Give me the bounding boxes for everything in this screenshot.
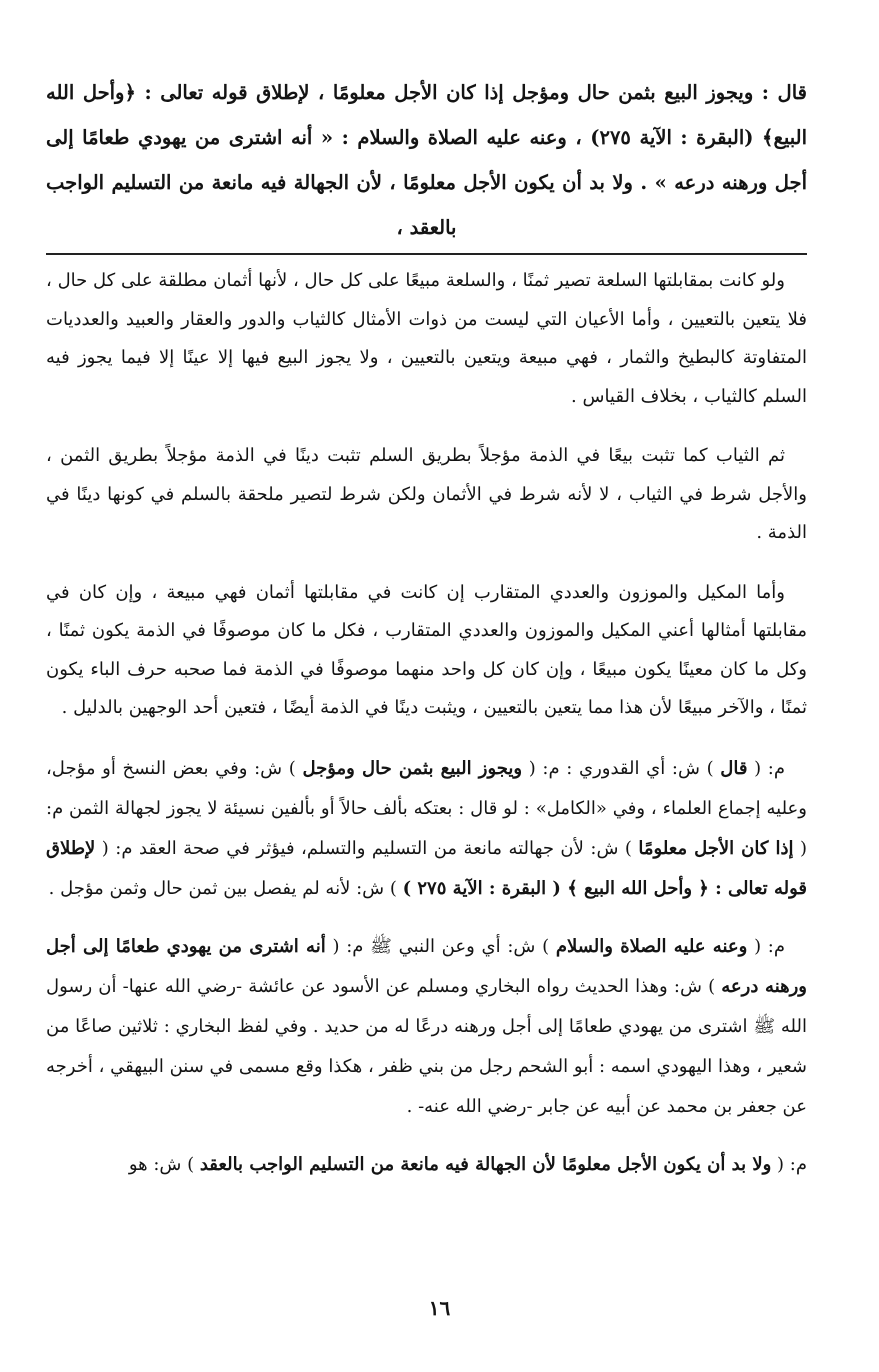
segment: ) ش: لأن جهالته مانعة من التسليم والتسلم، فيؤثر في صحة العقد م: ( (101, 837, 632, 859)
matn-quote: وعنه عليه الصلاة والسلام (555, 935, 748, 957)
segment: م: ( (777, 1153, 807, 1175)
commentary-paragraph-4 (46, 749, 807, 909)
matn-quote: إذا كان الأجل معلومًا (638, 837, 794, 859)
matn-quote: ولا بد أن يكون الأجل معلومًا لأن الجهالة فيه مانعة من التسليم الواجب بالعقد (199, 1153, 772, 1175)
page-number: ١٦ (428, 1296, 451, 1320)
segment: ) ش: لأنه لم يفصل بين ثمن حال وثمن مؤجل . (48, 877, 397, 899)
segment: ) ش: وفي بعض النسخ أو مؤجل، وعليه إجماع العلماء ، وفي «الكامل» : لو قال : بعتكه بألف حالاً أو بألفين نسيئة لا يجوز لجهالة الثمن م: ( (46, 757, 807, 859)
commentary-paragraph-2: ثم الثياب كما تثبت بيعًا في الذمة مؤجلاً بطريق السلم تثبت دينًا في الذمة مؤجلاً بطريق الثمن ، والأجل شرط في الثياب ، لا لأنه شرط في الأثمان ولكن شرط لتصير ملحقة بالسلم في كونها دينًا في الذمة . (46, 445, 807, 543)
segment: م: ( (754, 935, 786, 957)
matn-quote: ويجوز البيع بثمن حال ومؤجل (302, 757, 523, 779)
matn-quote: لإطلاق قوله تعالى : ﴿ وأحل الله البيع ﴾ ( البقرة : الآية ٢٧٥ ) (46, 837, 807, 899)
matn-quote: أنه اشترى من يهودي طعامًا إلى أجل ورهنه درعه (46, 935, 807, 997)
matn-quote: قال (720, 757, 748, 779)
commentary-paragraph-1: ولو كانت بمقابلتها السلعة تصير ثمنًا ، والسلعة مبيعًا على كل حال ، لأنها أثمان مطلقة على كل حال ، فلا يتعين بالتعيين ، وأما الأعيان التي ليست من ذوات الأمثال كالثياب والدور والعقار والعبيد والعدديات المتفاوتة كالبطيخ والثمار ، فهي مبيعة ويتعين بالتعيين ، ولا يجوز البيع فيها إلا عينًا إلا فيما يجوز فيه السلم كالثياب ، بخلاف القياس . (46, 270, 807, 407)
segment: ) ش: وهذا الحديث رواه البخاري ومسلم عن الأسود عن عائشة -رضي الله عنها- أن رسول الله ﷺ اشترى من يهودي طعامًا إلى أجل ورهنه درعًا له من حديد . وفي لفظ البخاري : ثلاثين صاعًا من شعير ، وهذا اليهودي اسمه : أبو الشحم رجل من بني ظفر ، هكذا وقع مسمى في سنن البيهقي ، أخرجه عن جعفر بن محمد عن أبيه عن جابر -رضي الله عنه- . (46, 975, 807, 1117)
commentary (46, 262, 807, 1203)
segment: ) ش: أي القدوري : م: ( (528, 757, 714, 779)
commentary-paragraph-3: وأما المكيل والموزون والعددي المتقارب إن كانت في مقابلتها أثمان فهي مبيعة ، وإن كان في مقابلتها أمثالها أعني المكيل والموزون والعددي المتقارب ، فكل ما كان موصوفًا في الذمة يكون ثمنًا ، وكل ما كان معينًا يكون مبيعًا ، وإن كان كل واحد منهما موصوفًا في الذمة فما صحبه حرف الباء يكون ثمنًا ، والآخر مبيعًا لأن هذا مما يتعين بالتعيين ، ويثبت دينًا في الذمة أيضًا ، فتعين أحد الوجهين بالدليل . (46, 581, 807, 718)
commentary-paragraph-6 (46, 1145, 807, 1185)
segment: ) ش: أي وعن النبي ﷺ م: ( (332, 935, 550, 957)
commentary-paragraph-5 (46, 927, 807, 1127)
segment: م: ( (754, 757, 785, 779)
segment: ) ش: هو (128, 1153, 195, 1175)
matn-text: قال : ويجوز البيع بثمن حال ومؤجل إذا كان الأجل معلومًا ، لإطلاق قوله تعالى : ﴿وأحل الله البيع﴾ (البقرة : الآية ٢٧٥) ، وعنه عليه الصلاة والسلام : « أنه اشترى من يهودي طعامًا إلى أجل ورهنه درعه » . ولا بد أن يكون الأجل معلومًا ، لأن الجهالة فيه مانعة من التسليم الواجب بالعقد ، (46, 81, 807, 239)
separator-rule (46, 253, 807, 255)
